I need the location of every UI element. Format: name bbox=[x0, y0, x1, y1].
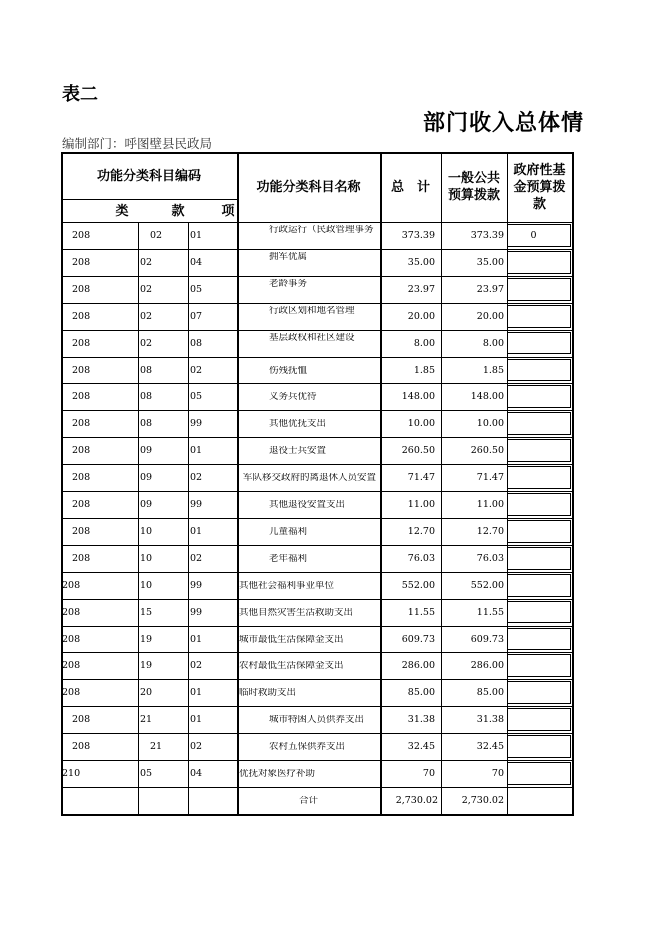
cell-lei: 210 bbox=[62, 769, 81, 779]
col-divider bbox=[237, 152, 239, 814]
cell-general-budget: 10.00 bbox=[476, 419, 504, 429]
cell-xiang: 08 bbox=[190, 338, 203, 349]
cell-name: 伤残抚恤 bbox=[269, 365, 308, 375]
cell-total: 31.38 bbox=[407, 715, 435, 725]
cell-xiang: 05 bbox=[190, 392, 203, 402]
cell-total: 76.03 bbox=[407, 553, 435, 564]
cell-xiang: 04 bbox=[190, 257, 203, 268]
cell-lei: 208 bbox=[72, 284, 91, 295]
cell-xiang: 99 bbox=[190, 419, 203, 429]
row-divider bbox=[61, 760, 572, 761]
cell-kuan: 08 bbox=[140, 419, 153, 429]
cell-total: 85.00 bbox=[407, 688, 435, 698]
row-divider bbox=[61, 276, 572, 277]
cell-general-budget: 31.38 bbox=[476, 715, 504, 725]
cell-kuan: 02 bbox=[140, 338, 153, 349]
cell-kuan: 21 bbox=[150, 742, 163, 752]
table-border-bottom bbox=[61, 814, 572, 816]
cell-name: 农村最低生活保障金支出 bbox=[239, 661, 344, 671]
cell-xiang: 01 bbox=[190, 715, 203, 725]
cell-name: 基层政权和社区建设 bbox=[269, 332, 355, 343]
cell-kuan: 08 bbox=[140, 365, 153, 375]
cell-name: 军队移交政府的离退休人员安置 bbox=[243, 473, 377, 483]
cell-lei: 208 bbox=[62, 688, 81, 698]
cell-xiang: 01 bbox=[190, 688, 203, 698]
row-divider bbox=[61, 626, 572, 627]
cell-general-budget: 260.50 bbox=[470, 446, 504, 456]
header-name: 功能分类科目名称 bbox=[256, 180, 361, 195]
cell-lei: 208 bbox=[72, 392, 91, 402]
cell-kuan: 02 bbox=[140, 257, 153, 268]
cell-total: 286.00 bbox=[401, 661, 435, 671]
cell-xiang: 04 bbox=[190, 769, 203, 779]
cell-total: 20.00 bbox=[407, 311, 435, 322]
cell-xiang: 02 bbox=[190, 661, 203, 671]
header-code-group: 功能分类科目编码 bbox=[96, 169, 201, 184]
cell-xiang: 07 bbox=[190, 311, 203, 322]
cell-lei: 208 bbox=[72, 473, 91, 483]
cell-general-budget: 8.00 bbox=[482, 338, 504, 349]
row-divider bbox=[61, 303, 572, 304]
header-xiang: 项 bbox=[221, 204, 235, 219]
cell-name: 其他自然灾害生活救助支出 bbox=[239, 607, 354, 618]
header-general-budget: 一般公共预算拨款 bbox=[447, 171, 500, 203]
header-lei: 类 bbox=[115, 204, 129, 219]
header-total: 总 计 bbox=[390, 180, 430, 195]
cell-lei: 208 bbox=[72, 715, 91, 725]
cell-general-budget: 71.47 bbox=[476, 473, 504, 483]
cell-name: 老龄事务 bbox=[269, 278, 308, 289]
cell-name: 城市特困人员供养支出 bbox=[269, 715, 365, 725]
cell-lei: 208 bbox=[72, 311, 91, 322]
fund-cell-box bbox=[507, 574, 571, 597]
cell-total: 70 bbox=[422, 769, 435, 779]
total-row-general-budget: 2,730.02 bbox=[461, 795, 504, 806]
row-divider bbox=[61, 572, 572, 573]
cell-kuan: 20 bbox=[140, 688, 153, 698]
cell-total: 32.45 bbox=[407, 742, 435, 752]
table-border-left bbox=[61, 152, 63, 816]
fund-cell-box bbox=[507, 493, 571, 516]
cell-lei: 208 bbox=[62, 580, 81, 591]
fund-cell-box bbox=[507, 466, 571, 489]
table-border-right bbox=[572, 152, 574, 816]
cell-lei: 208 bbox=[72, 338, 91, 349]
cell-name: 其他退役安置支出 bbox=[269, 500, 346, 510]
cell-xiang: 01 bbox=[190, 446, 203, 456]
cell-total: 1.85 bbox=[413, 365, 435, 375]
cell-lei: 208 bbox=[72, 526, 91, 537]
cell-xiang: 99 bbox=[190, 607, 203, 618]
cell-kuan: 09 bbox=[140, 473, 153, 483]
cell-xiang: 99 bbox=[190, 500, 203, 510]
cell-total: 552.00 bbox=[401, 580, 435, 591]
cell-total: 12.70 bbox=[407, 526, 435, 537]
total-row-total: 2,730.02 bbox=[395, 795, 438, 806]
cell-xiang: 02 bbox=[190, 365, 203, 375]
fund-cell-box bbox=[507, 547, 571, 570]
cell-general-budget: 23.97 bbox=[476, 284, 504, 295]
col-divider bbox=[138, 787, 139, 814]
cell-name: 行政区划和地名管理 bbox=[269, 305, 355, 316]
cell-lei: 208 bbox=[62, 661, 81, 671]
cell-kuan: 19 bbox=[140, 634, 153, 644]
header-fund-budget: 政府性基金预算拨款 bbox=[513, 163, 566, 212]
cell-lei: 208 bbox=[72, 742, 91, 752]
row-divider bbox=[61, 545, 572, 546]
cell-total: 35.00 bbox=[407, 257, 435, 268]
cell-general-budget: 286.00 bbox=[470, 661, 504, 671]
cell-total: 11.55 bbox=[407, 607, 435, 618]
cell-name: 其他优抚支出 bbox=[269, 419, 327, 429]
cell-general-budget: 20.00 bbox=[476, 311, 504, 322]
cell-lei: 208 bbox=[72, 419, 91, 429]
cell-general-budget: 552.00 bbox=[470, 580, 504, 591]
cell-name: 拥军优属 bbox=[269, 251, 308, 262]
cell-general-budget: 85.00 bbox=[476, 688, 504, 698]
fund-cell-box bbox=[507, 278, 571, 301]
cell-lei: 208 bbox=[72, 231, 91, 241]
cell-name: 其他社会福利事业单位 bbox=[239, 580, 335, 591]
cell-general-budget: 11.55 bbox=[476, 607, 504, 618]
fund-cell-box bbox=[507, 439, 571, 462]
cell-total: 10.00 bbox=[407, 419, 435, 429]
cell-name: 临时救助支出 bbox=[239, 688, 297, 698]
cell-kuan: 02 bbox=[150, 231, 163, 241]
cell-lei: 208 bbox=[72, 553, 91, 564]
cell-name: 农村五保供养支出 bbox=[269, 742, 346, 752]
fund-cell-box bbox=[507, 735, 571, 758]
header-kuan: 款 bbox=[171, 204, 185, 219]
table-border-top bbox=[61, 152, 572, 154]
cell-general-budget: 12.70 bbox=[476, 526, 504, 537]
cell-lei: 208 bbox=[72, 446, 91, 456]
cell-xiang: 02 bbox=[190, 473, 203, 483]
row-divider bbox=[61, 491, 572, 492]
cell-kuan: 09 bbox=[140, 500, 153, 510]
fund-cell-box bbox=[507, 601, 571, 624]
row-divider bbox=[61, 679, 572, 680]
row-divider bbox=[61, 437, 572, 438]
cell-general-budget: 70 bbox=[491, 769, 504, 779]
cell-total: 609.73 bbox=[401, 634, 435, 644]
cell-kuan: 02 bbox=[140, 284, 153, 295]
cell-total: 23.97 bbox=[407, 284, 435, 295]
cell-xiang: 01 bbox=[190, 526, 203, 537]
cell-kuan: 21 bbox=[140, 715, 153, 725]
cell-general-budget: 373.39 bbox=[470, 231, 504, 241]
cell-name: 优抚对象医疗补助 bbox=[239, 769, 316, 779]
cell-xiang: 05 bbox=[190, 284, 203, 295]
row-divider bbox=[61, 357, 572, 358]
row-divider bbox=[61, 518, 572, 519]
fund-cell-box bbox=[507, 708, 571, 731]
fund-cell-box bbox=[507, 654, 571, 677]
cell-general-budget: 76.03 bbox=[476, 553, 504, 564]
cell-kuan: 05 bbox=[140, 769, 153, 779]
row-divider bbox=[61, 464, 572, 465]
cell-kuan: 08 bbox=[140, 392, 153, 402]
cell-xiang: 99 bbox=[190, 580, 203, 591]
fund-cell-box bbox=[507, 412, 571, 435]
cell-xiang: 01 bbox=[190, 634, 203, 644]
cell-xiang: 02 bbox=[190, 742, 203, 752]
cell-kuan: 02 bbox=[140, 311, 153, 322]
cell-general-budget: 32.45 bbox=[476, 742, 504, 752]
cell-total: 260.50 bbox=[401, 446, 435, 456]
cell-xiang: 02 bbox=[190, 553, 203, 564]
cell-general-budget: 11.00 bbox=[476, 500, 504, 510]
fund-cell-box bbox=[507, 224, 571, 247]
sheet-label: 表二 bbox=[62, 84, 98, 105]
cell-name: 退役士兵安置 bbox=[269, 446, 327, 456]
cell-lei: 208 bbox=[72, 257, 91, 268]
fund-cell-box bbox=[507, 251, 571, 274]
cell-name: 义务兵优待 bbox=[269, 392, 317, 402]
row-divider bbox=[61, 330, 572, 331]
row-divider bbox=[61, 706, 572, 707]
row-divider bbox=[61, 599, 572, 600]
cell-general-budget: 35.00 bbox=[476, 257, 504, 268]
fund-cell-box bbox=[507, 628, 571, 651]
cell-kuan: 19 bbox=[140, 661, 153, 671]
row-divider bbox=[61, 652, 572, 653]
cell-xiang: 01 bbox=[190, 231, 203, 241]
cell-total: 373.39 bbox=[401, 231, 435, 241]
cell-name: 老年福利 bbox=[269, 553, 308, 564]
cell-general-budget: 148.00 bbox=[470, 392, 504, 402]
fund-cell-box bbox=[507, 520, 571, 543]
cell-total: 8.00 bbox=[413, 338, 435, 349]
cell-lei: 208 bbox=[62, 607, 81, 618]
cell-name: 儿童福利 bbox=[269, 526, 308, 537]
row-divider bbox=[61, 733, 572, 734]
department-line: 编制部门：呼图壁县民政局 bbox=[62, 136, 213, 151]
cell-name: 行政运行（民政管理事务 bbox=[269, 225, 374, 235]
fund-cell-box bbox=[507, 332, 571, 355]
row-divider bbox=[61, 383, 572, 384]
row-divider bbox=[61, 249, 572, 250]
total-row-label: 合计 bbox=[298, 795, 318, 806]
cell-lei: 208 bbox=[62, 634, 81, 644]
cell-kuan: 10 bbox=[140, 526, 153, 537]
cell-kuan: 10 bbox=[140, 553, 153, 564]
cell-lei: 208 bbox=[72, 500, 91, 510]
cell-total: 71.47 bbox=[407, 473, 435, 483]
fund-cell-box bbox=[507, 385, 571, 408]
cell-name: 城市最低生活保障金支出 bbox=[239, 634, 344, 644]
cell-lei: 208 bbox=[72, 365, 91, 375]
header-code-divider bbox=[61, 199, 237, 200]
fund-cell-box bbox=[507, 305, 571, 328]
cell-total: 148.00 bbox=[401, 392, 435, 402]
col-divider bbox=[188, 787, 189, 814]
page-title: 部门收入总体情 bbox=[423, 111, 585, 136]
cell-general-budget: 1.85 bbox=[482, 365, 504, 375]
cell-kuan: 10 bbox=[140, 580, 153, 591]
cell-general-budget: 609.73 bbox=[470, 634, 504, 644]
fund-cell-box bbox=[507, 762, 571, 785]
cell-kuan: 09 bbox=[140, 446, 153, 456]
cell-fund-budget: 0 bbox=[530, 231, 537, 241]
cell-total: 11.00 bbox=[407, 500, 435, 510]
fund-cell-box bbox=[507, 681, 571, 704]
fund-cell-box bbox=[507, 359, 571, 382]
cell-kuan: 15 bbox=[140, 607, 153, 618]
row-divider bbox=[61, 410, 572, 411]
